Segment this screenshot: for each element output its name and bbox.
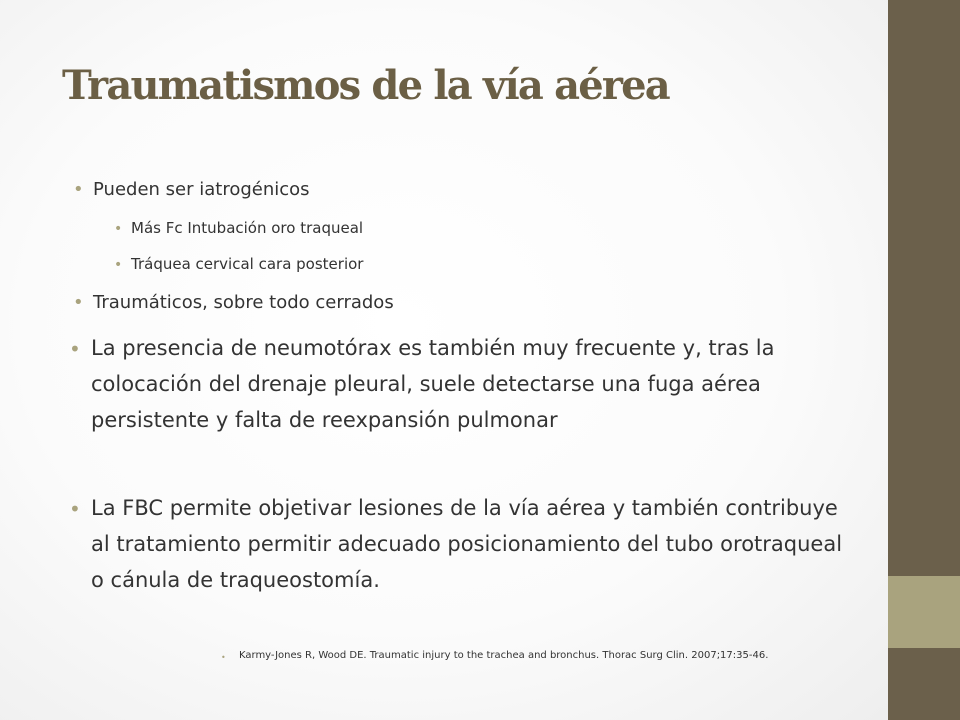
bullet-text: Tráquea cervical cara posterior bbox=[131, 255, 364, 273]
sidebar-band-bottom bbox=[888, 648, 960, 720]
sub-bullet-intubation bbox=[114, 218, 364, 238]
bullet-pneumothorax bbox=[69, 330, 851, 438]
citation-text: Karmy-Jones R, Wood DE. Traumatic injury to the trachea and bronchus. Thorac Surg Clin. 2007;17:35-46. bbox=[239, 650, 769, 661]
bullet-icon: • bbox=[69, 337, 81, 361]
bullet-traumatic bbox=[73, 291, 394, 315]
sub-bullet-trachea bbox=[114, 254, 364, 274]
sidebar-band-accent bbox=[888, 576, 960, 648]
bullet-icon: • bbox=[73, 179, 84, 200]
bullet-iatrogenic bbox=[73, 178, 310, 202]
bullet-icon: • bbox=[114, 221, 123, 237]
bullet-text: Traumáticos, sobre todo cerrados bbox=[93, 292, 394, 313]
bullet-text: Pueden ser iatrogénicos bbox=[93, 179, 310, 200]
bullet-text: La FBC permite objetivar lesiones de la vía aérea y también contribuye al tratamiento permitir adecuado posicionamiento del tubo orotraqueal o cánula de traqueostomía. bbox=[91, 496, 843, 592]
sidebar-band-top bbox=[888, 0, 960, 576]
bullet-icon: • bbox=[114, 257, 123, 273]
bullet-fbc bbox=[69, 490, 851, 598]
bullet-icon: • bbox=[73, 292, 84, 313]
bullet-text: Más Fc Intubación oro traqueal bbox=[131, 219, 364, 237]
bullet-icon: • bbox=[221, 653, 226, 662]
slide-title: Traumatismos de la vía aérea bbox=[62, 62, 669, 109]
reference-citation bbox=[221, 649, 769, 663]
bullet-icon: • bbox=[69, 497, 81, 521]
bullet-text: La presencia de neumotórax es también muy frecuente y, tras la colocación del drenaje pleural, suele detectarse una fuga aérea persistente y falta de reexpansión pulmonar bbox=[91, 336, 775, 432]
